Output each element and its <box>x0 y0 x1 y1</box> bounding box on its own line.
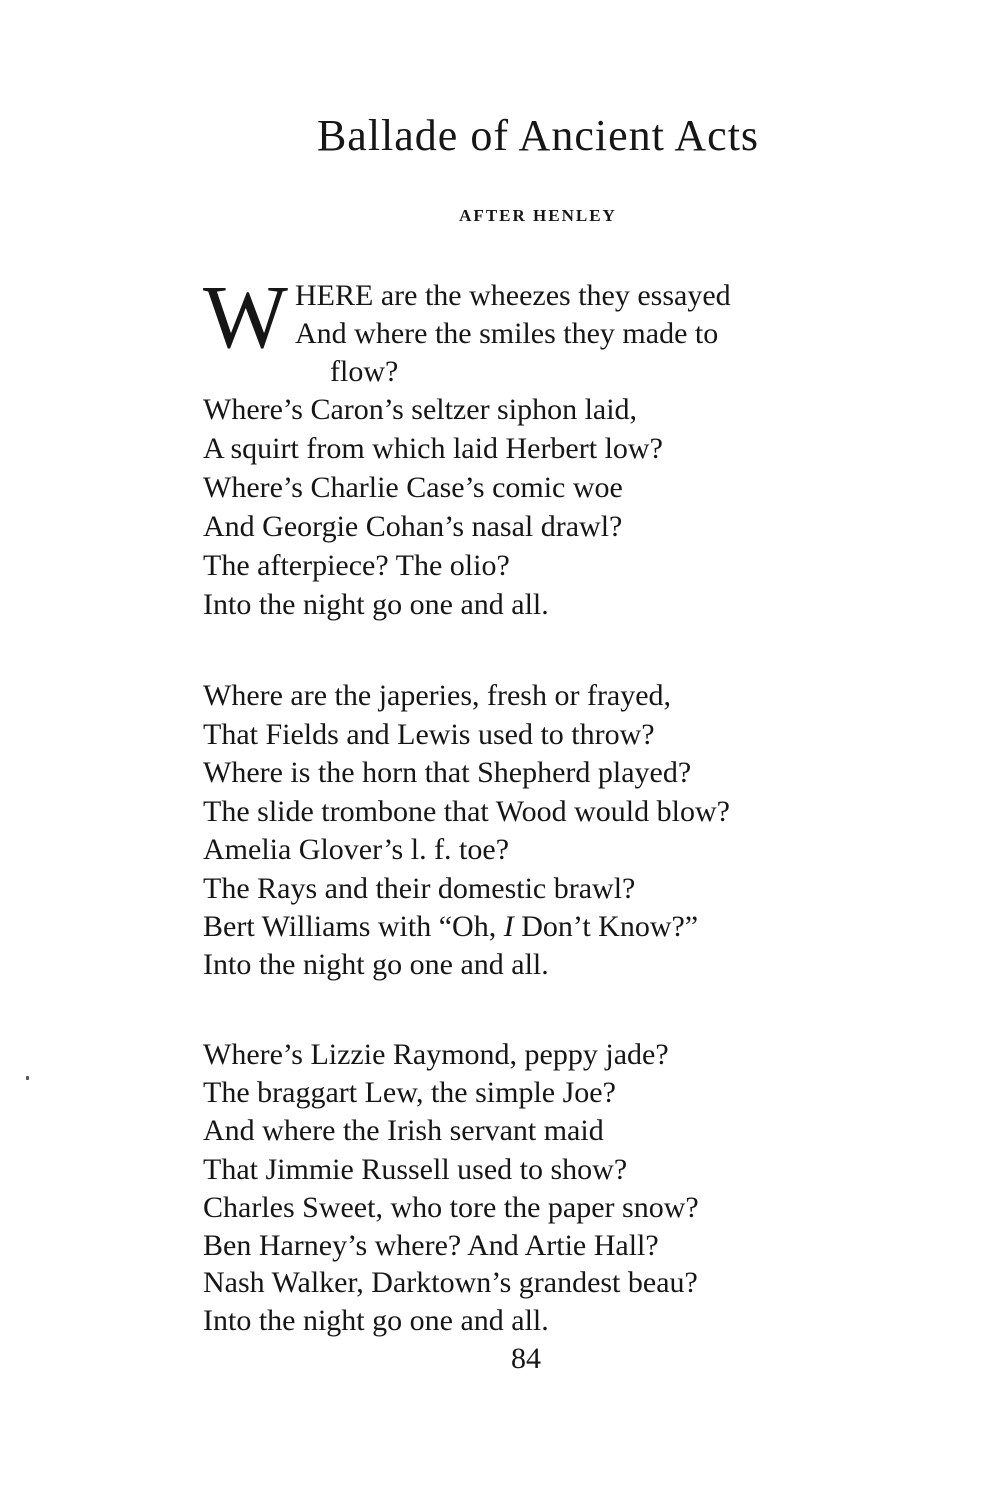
stanza3-line3: And where the Irish servant maid <box>203 1114 604 1147</box>
stanza1-line7: The afterpiece? The olio? <box>203 549 510 582</box>
stanza2-line1: Where are the japeries, fresh or frayed, <box>203 679 672 712</box>
stanza1-line3: Where’s Caron’s seltzer siphon laid, <box>203 393 638 426</box>
stanza1-line1: HERE are the wheezes they essayed <box>295 279 731 312</box>
stanza2-line7-pre: Bert Williams with “Oh, <box>203 910 504 943</box>
stanza2-line2: That Fields and Lewis used to throw? <box>203 718 655 751</box>
stanza1-line6: And Georgie Cohan’s nasal drawl? <box>203 510 623 543</box>
stanza1-line5: Where’s Charlie Case’s comic woe <box>203 471 623 504</box>
stanza1-refrain: Into the night go one and all. <box>203 588 549 621</box>
stanza3-line1: Where’s Lizzie Raymond, peppy jade? <box>203 1038 669 1071</box>
stanza2-line7-post: Don’t Know?” <box>513 910 699 943</box>
stanza3-line6: Ben Harney’s where? And Artie Hall? <box>203 1229 659 1262</box>
poem-title: Ballade of Ancient Acts <box>316 111 760 160</box>
stanza2-line7 <box>203 908 698 946</box>
poem-subtitle: AFTER HENLEY <box>459 206 617 225</box>
stanza3-line7: Nash Walker, Darktown’s grandest beau? <box>203 1266 698 1299</box>
page-number: 84 <box>511 1342 541 1375</box>
stanza2-line5: Amelia Glover’s l. f. toe? <box>203 833 510 866</box>
stanza1-line2: And where the smiles they made to <box>295 317 719 350</box>
stanza3-line5: Charles Sweet, who tore the paper snow? <box>203 1191 699 1224</box>
stanza1-line4: A squirt from which laid Herbert low? <box>203 432 663 465</box>
stanza3-line4: That Jimmie Russell used to show? <box>203 1153 628 1186</box>
stanza3-refrain: Into the night go one and all. <box>203 1304 549 1337</box>
scan-speck <box>26 1076 29 1080</box>
stanza2-line7-italic: I <box>503 910 514 943</box>
stanza3-line2: The braggart Lew, the simple Joe? <box>203 1076 616 1109</box>
stanza2-line4: The slide trombone that Wood would blow? <box>203 795 730 828</box>
drop-cap: W <box>203 268 288 367</box>
stanza2-line6: The Rays and their domestic brawl? <box>203 872 636 905</box>
stanza1-line2-continuation: flow? <box>330 355 399 388</box>
stanza2-refrain: Into the night go one and all. <box>203 948 549 981</box>
stanza2-line3: Where is the horn that Shepherd played? <box>203 756 692 789</box>
